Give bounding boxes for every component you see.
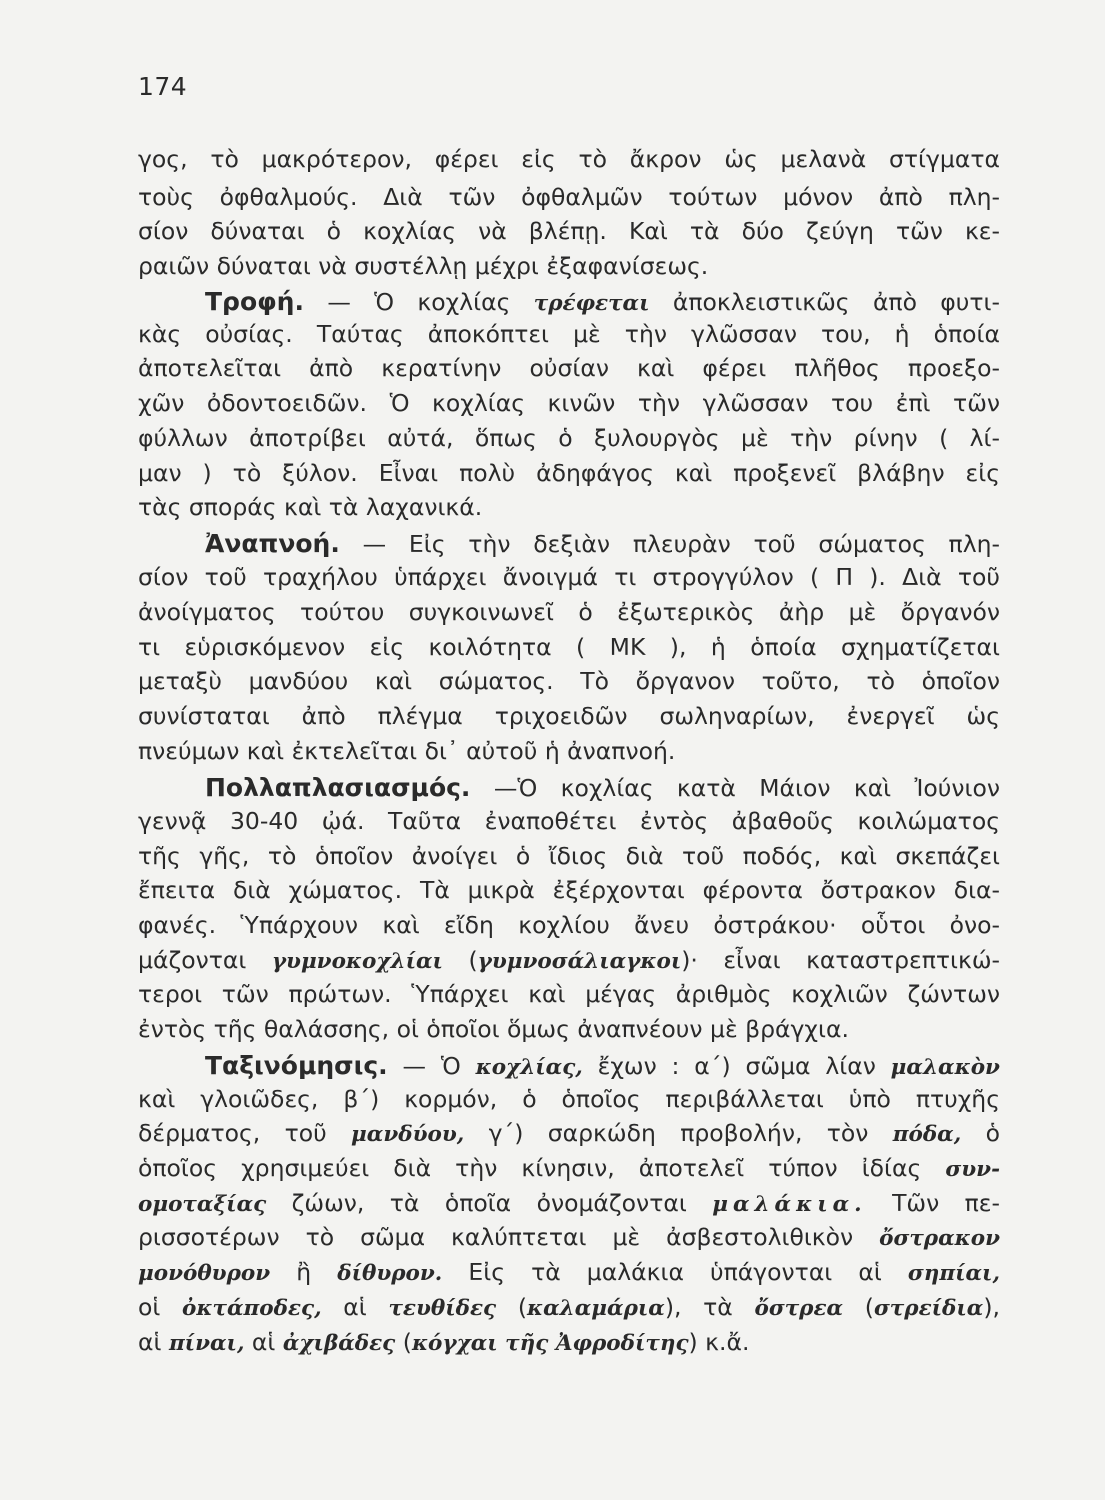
- emphasis-term: μανδύου,: [351, 1122, 465, 1147]
- emphasis-term: ἀχιβάδες: [282, 1331, 396, 1356]
- emphasis-term: πόδα,: [892, 1122, 962, 1147]
- section-taxinomisis: [205, 1053, 1000, 1079]
- text-line: σίον τοῦ τραχήλου ὑπάρχει ἄνοιγμά τι στρογγύλον ( Π ). Διὰ τοῦ: [138, 563, 1000, 591]
- text-line: [138, 1328, 1000, 1356]
- text-span: Εἰς τὰ μαλάκια ὑπάγονται αἱ: [468, 1258, 882, 1286]
- emphasis-term: γυμνοσάλιαγκοι: [477, 949, 682, 974]
- text-span: (: [864, 1293, 874, 1321]
- text-span: γ΄) σαρκώδη προβολήν, τὸν: [488, 1119, 869, 1147]
- section-pollaplasiasmos: [205, 775, 1000, 801]
- text-span: ρισσοτέρων τὸ σῶμα καλύπτεται μὲ ἀσβεστολιθικὸν: [138, 1223, 854, 1251]
- text-line: καὶ γλοιῶδες, β΄) κορμόν, ὁ ὁποῖος περιβάλλεται ὑπὸ πτυχῆς: [138, 1085, 1000, 1113]
- text-line: μαν ) τὸ ξύλον. Εἶναι πολὺ ἀδηφάγος καὶ προξενεῖ βλάβην εἰς: [138, 459, 1000, 487]
- text-line: ἔπειτα διὰ χώματος. Τὰ μικρὰ ἐξέρχονται φέροντα ὄστρακον δια-: [138, 876, 1000, 904]
- emphasis-term: πίναι,: [168, 1331, 245, 1356]
- text-line: συνίσταται ἀπὸ πλέγμα τριχοειδῶν σωληναρίων, ἐνεργεῖ ὡς: [138, 702, 1000, 730]
- text-span: ἢ: [296, 1258, 312, 1286]
- emphasis-term: μαλάκια.: [712, 1192, 867, 1217]
- text-line: [138, 1119, 1000, 1147]
- text-line: [138, 1189, 1000, 1217]
- text-line: [138, 1293, 1000, 1321]
- text-line: ραιῶν δύναται νὰ συστέλλῃ μέχρι ἐξαφανίσεως.: [138, 252, 709, 280]
- text-line: ἐντὸς τῆς θαλάσσης, οἱ ὁποῖοι ὅμως ἀναπνέουν μὲ βράγχια.: [138, 1015, 849, 1043]
- text-line: τεροι τῶν πρώτων. Ὑπάρχει καὶ μέγας ἀριθμὸς κοχλιῶν ζώντων: [138, 980, 1000, 1008]
- text-span: ),: [983, 1293, 1000, 1321]
- text-line: ἀνοίγματος τούτου συγκοινωνεῖ ὁ ἐξωτερικὸς ἀὴρ μὲ ὄργανόν: [138, 598, 1000, 626]
- text-span: — Ὁ κοχλίας: [327, 288, 511, 316]
- text-line: τοὺς ὀφθαλμούς. Διὰ τῶν ὀφθαλμῶν τούτων μόνον ἀπὸ πλη-: [138, 183, 1000, 211]
- emphasis-term: κόγχαι τῆς Ἀφροδίτης: [411, 1331, 689, 1356]
- text-span: ) κ.ἄ.: [688, 1328, 750, 1356]
- text-line: φύλλων ἀποτρίβει αὐτά, ὅπως ὁ ξυλουργὸς μὲ τὴν ρίνην ( λί-: [138, 424, 1000, 452]
- text-line: ἀποτελεῖται ἀπὸ κερατίνην οὐσίαν καὶ φέρει πλῆθος προεξο-: [138, 354, 1000, 382]
- text-span: Τῶν πε-: [892, 1189, 1000, 1217]
- text-line: γος, τὸ μακρότερον, φέρει εἰς τὸ ἄκρον ὡς μελανὰ στίγματα: [138, 145, 1000, 173]
- text-line: σίον δύναται ὁ κοχλίας νὰ βλέπῃ. Καὶ τὰ δύο ζεύγη τῶν κε-: [138, 217, 1000, 245]
- text-line: [138, 1258, 1000, 1286]
- text-line: μεταξὺ μανδύου καὶ σώματος. Τὸ ὄργανον τοῦτο, τὸ ὁποῖον: [138, 667, 1000, 695]
- page-number: 174: [138, 72, 188, 101]
- emphasis-term: ὄστρακον: [879, 1226, 1000, 1251]
- text-span: ὁποῖος χρησιμεύει διὰ τὴν κίνησιν, ἀποτελεῖ τύπον ἰδίας: [138, 1154, 922, 1182]
- text-span: μάζονται: [138, 946, 247, 974]
- emphasis-term: καλαμάρια: [527, 1296, 665, 1321]
- text-span: (: [517, 1293, 528, 1321]
- text-span: ἀποκλειστικῶς ἀπὸ φυτι-: [672, 288, 1000, 316]
- text-span: )· εἶναι καταστρεπτικώ-: [681, 946, 1000, 974]
- text-line: [138, 946, 1000, 974]
- emphasis-term: μαλακὸν: [890, 1055, 1000, 1080]
- emphasis-term: συν-: [945, 1157, 1000, 1182]
- text-line: [138, 1154, 1000, 1182]
- emphasis-term: τευθίδες: [388, 1296, 497, 1321]
- section-anapnoi: [205, 531, 1000, 557]
- text-span: (: [402, 1328, 412, 1356]
- emphasis-term: κοχλίας,: [475, 1055, 583, 1080]
- emphasis-term: μονόθυρον: [138, 1261, 271, 1286]
- text-span: αἱ: [138, 1328, 162, 1356]
- section-heading-trofi: Τροφή.: [205, 287, 304, 316]
- text-span: οἱ: [138, 1293, 161, 1321]
- text-line: γεννᾷ 30-40 ᾠά. Ταῦτα ἐναποθέτει ἐντὸς ἀβαθοῦς κοιλώματος: [138, 807, 1000, 835]
- text-line: τι εὑρισκόμενον εἰς κοιλότητα ( ΜΚ ), ἡ ὁποία σχηματίζεται: [138, 633, 1000, 661]
- emphasis-term: ὄστρεα: [754, 1296, 844, 1321]
- section-heading-pollaplasiasmos: Πολλαπλασιασμός.: [205, 773, 471, 802]
- text-span: — Εἰς τὴν δεξιὰν πλευρὰν τοῦ σώματος πλη-: [362, 530, 1000, 558]
- emphasis-term: δίθυρον.: [337, 1261, 443, 1286]
- text-line: χῶν ὀδοντοειδῶν. Ὁ κοχλίας κινῶν τὴν γλῶσσαν του ἐπὶ τῶν: [138, 389, 1000, 417]
- text-span: ὁ: [985, 1119, 1000, 1147]
- text-span: αἱ: [251, 1328, 276, 1356]
- text-line: κὰς οὐσίας. Ταύτας ἀποκόπτει μὲ τὴν γλῶσσαν του, ἡ ὁποία: [138, 320, 1000, 348]
- text-span: ), τὰ: [664, 1293, 733, 1321]
- text-line: τῆς γῆς, τὸ ὁποῖον ἀνοίγει ὁ ἴδιος διὰ τοῦ ποδός, καὶ σκεπάζει: [138, 842, 1000, 870]
- emphasis-term: ομοταξίας: [138, 1192, 267, 1217]
- text-span: — Ὁ: [402, 1052, 461, 1080]
- text-span: δέρματος, τοῦ: [138, 1119, 327, 1147]
- text-line: πνεύμων καὶ ἐκτελεῖται δι᾽ αὐτοῦ ἡ ἀναπνοή.: [138, 737, 676, 765]
- text-line: τὰς σποράς καὶ τὰ λαχανικά.: [138, 493, 483, 521]
- text-line: φανές. Ὑπάρχουν καὶ εἴδη κοχλίου ἄνευ ὀστράκου· οὗτοι ὀνο-: [138, 911, 1000, 939]
- section-heading-taxinomisis: Ταξινόμησις.: [205, 1051, 388, 1080]
- emphasis-term: γυμνοκοχλίαι: [271, 949, 443, 974]
- text-span: αἱ: [343, 1293, 367, 1321]
- text-span: —Ὁ κοχλίας κατὰ Μάιον καὶ Ἰούνιον: [493, 774, 1000, 802]
- emphasis-term: στρείδια: [873, 1296, 984, 1321]
- section-heading-anapnoi: Ἀναπνοή.: [205, 529, 340, 558]
- text-line: [138, 1223, 1000, 1251]
- section-trofi: [205, 289, 1000, 315]
- text-span: (: [468, 946, 478, 974]
- text-span: ζώων, τὰ ὁποῖα ὀνομάζονται: [291, 1189, 687, 1217]
- emphasis-term: σηπίαι,: [907, 1261, 1000, 1286]
- text-span: ἔχων : α΄) σῶμα λίαν: [597, 1052, 876, 1080]
- emphasis-term: τρέφεται: [533, 291, 650, 316]
- emphasis-term: ὀκτάποδες,: [182, 1296, 322, 1321]
